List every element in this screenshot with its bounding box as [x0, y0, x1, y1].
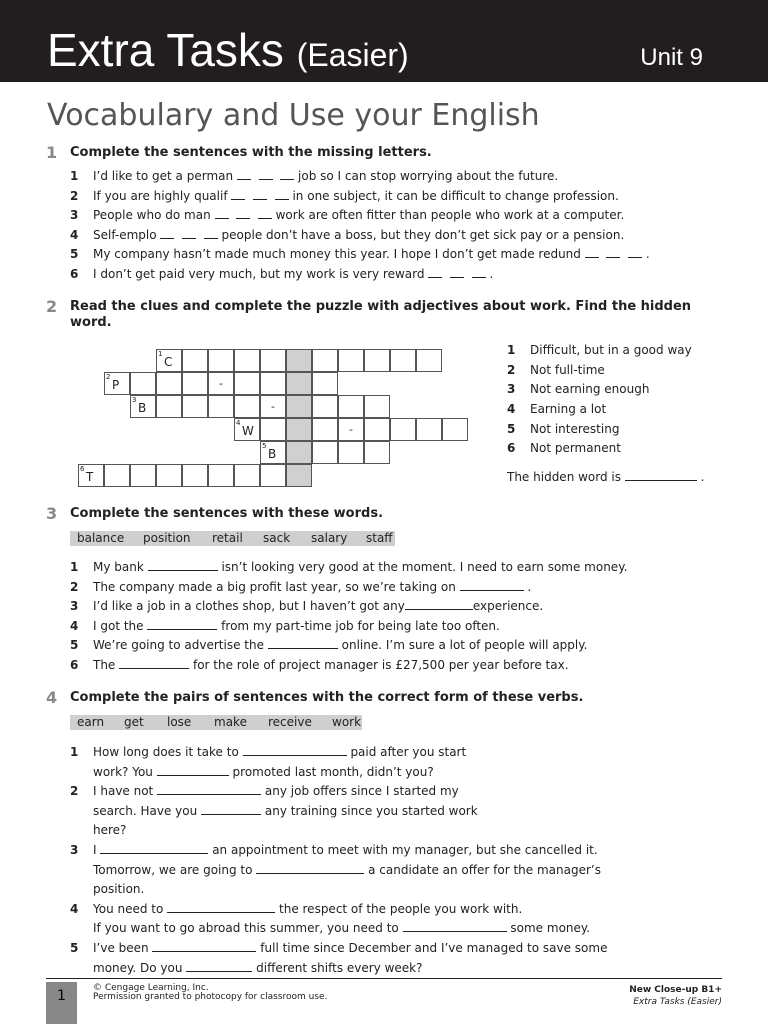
crossword-cell[interactable]	[390, 349, 416, 372]
q1-instruction: Complete the sentences with the missing letters.	[70, 145, 432, 160]
list-item: 1 I’d like to get a perman job so I can stop worrying about the future.	[70, 169, 559, 183]
word-chip: receive	[268, 715, 312, 729]
crossword-cell[interactable]	[364, 441, 390, 464]
list-item: 6 I don’t get paid very much, but my work is very reward .	[70, 266, 494, 281]
word-chip: balance	[77, 531, 125, 545]
copyright: © Cengage Learning, Inc. Permission granted to photocopy for classroom use.	[93, 983, 328, 1002]
word-chip: position	[143, 531, 191, 545]
crossword-cell[interactable]: 5 B	[260, 441, 286, 464]
crossword-cell[interactable]	[442, 418, 468, 441]
crossword-grid	[78, 349, 478, 489]
crossword-cell[interactable]	[312, 349, 338, 372]
clue-item: 4 Earning a lot	[507, 402, 607, 417]
list-item: 1 My bank isn’t looking very good at the moment. I need to earn some money.	[70, 560, 628, 574]
q1-number: 1	[46, 143, 58, 162]
crossword-cell[interactable]	[338, 395, 364, 418]
list-item: 2 The company made a big profit last year, so we’re taking on .	[70, 579, 532, 594]
crossword-cell[interactable]	[130, 372, 156, 395]
crossword-cell[interactable]	[312, 372, 338, 395]
crossword-cell[interactable]	[364, 349, 390, 372]
word-chip: staff	[366, 531, 393, 545]
clue-item: 6 Not permanent	[507, 441, 621, 456]
page-number: 1	[46, 982, 77, 1024]
q1-list	[70, 167, 650, 285]
crossword-cell[interactable]	[390, 418, 416, 441]
crossword-cell[interactable]	[364, 395, 390, 418]
hidden-word-blank[interactable]	[625, 468, 697, 481]
list-item: 3 I’d like a job in a clothes shop, but I haven’t got any experience.	[70, 599, 544, 614]
word-chip: retail	[212, 531, 243, 545]
crossword-cell[interactable]	[364, 418, 390, 441]
crossword-cell[interactable]	[338, 441, 364, 464]
q3-instruction: Complete the sentences with these words.	[70, 506, 384, 521]
crossword-cell[interactable]	[312, 395, 338, 418]
list-item: 1 How long does it take to paid after you start	[70, 745, 467, 759]
crossword-cell[interactable]	[130, 464, 156, 487]
clue-item: 3 Not earning enough	[507, 382, 650, 397]
crossword-cell[interactable]	[338, 349, 364, 372]
crossword-cell[interactable]	[104, 464, 130, 487]
crossword-cell[interactable]: -	[260, 395, 286, 418]
crossword-cell[interactable]	[182, 372, 208, 395]
crossword-cell[interactable]	[234, 395, 260, 418]
q3-number: 3	[46, 504, 58, 523]
word-box	[70, 531, 395, 546]
q2-instruction: Read the clues and complete the puzzle with adjectives about work. Find the hidden word.	[70, 299, 692, 330]
hidden-word-cell[interactable]	[286, 349, 312, 372]
crossword-cell[interactable]	[208, 349, 234, 372]
crossword-cell[interactable]: 4 W	[234, 418, 260, 441]
page-subtitle: (Easier)	[296, 37, 409, 73]
crossword-cell[interactable]	[416, 349, 442, 372]
crossword-cell[interactable]	[156, 372, 182, 395]
hidden-word-cell[interactable]	[286, 441, 312, 464]
word-chip: sack	[263, 531, 291, 545]
crossword-cell[interactable]	[260, 418, 286, 441]
page-title: Extra Tasks (Easier)	[47, 24, 409, 76]
word-chip: salary	[311, 531, 348, 545]
hidden-word-cell[interactable]	[286, 464, 312, 487]
crossword-cell[interactable]	[260, 464, 286, 487]
q4-list: 1 How long does it take to paid after you start work? You promoted last month, didn’t you? 2 I have not any job offers since I started my search. Have you any training since you started work here? 3 I an appointment to meet with my manager, but she cancelled it. Tomorrow, we are going to a candidate an offer for the manager’s position. 4 You need to the respect of the people you work with. If you want to go abroad this summer, you need to some money. 5 I’ve been full time since December and I’ve managed to save some money. Do you different shifts every week?	[70, 745, 608, 975]
list-item: 3 I an appointment to meet with my manager, but she cancelled it.	[70, 842, 598, 857]
crossword-cell[interactable]	[234, 349, 260, 372]
clue-item: 2 Not full-time	[507, 362, 605, 377]
crossword-clues	[507, 341, 692, 459]
crossword-cell[interactable]	[156, 464, 182, 487]
q3-list	[70, 558, 627, 676]
hidden-word-cell[interactable]	[286, 395, 312, 418]
crossword-cell[interactable]	[182, 464, 208, 487]
hidden-word-cell[interactable]	[286, 372, 312, 395]
crossword-cell[interactable]: 3 B	[130, 395, 156, 418]
word-chip: earn	[77, 715, 105, 729]
q4-number: 4	[46, 688, 58, 707]
crossword-cell[interactable]	[312, 441, 338, 464]
list-item: 5 I’ve been full time since December and I’ve managed to save some	[70, 940, 608, 955]
crossword-cell[interactable]: 2 P	[104, 372, 130, 395]
unit-label: Unit 9	[640, 44, 703, 71]
crossword-cell[interactable]: 6 T	[78, 464, 104, 487]
q2-number: 2	[46, 297, 58, 316]
word-chip: get	[124, 715, 144, 729]
crossword-cell[interactable]	[182, 395, 208, 418]
crossword-cell[interactable]: 1 C	[156, 349, 182, 372]
crossword-cell[interactable]	[208, 464, 234, 487]
crossword-cell[interactable]	[208, 395, 234, 418]
word-chip: lose	[167, 715, 192, 729]
section-title: Vocabulary and Use your English	[47, 98, 540, 133]
brand-label: New Close-up B1+ Extra Tasks (Easier)	[629, 985, 722, 1007]
hidden-word-line: The hidden word is .	[507, 470, 705, 484]
crossword-cell[interactable]	[156, 395, 182, 418]
list-item: 4 I got the from my part-time job for being late too often.	[70, 618, 500, 633]
word-chip: work	[332, 715, 362, 729]
list-item: 3 People who do man work are often fitter than people who work at a computer.	[70, 208, 625, 223]
list-item: 6 The for the role of project manager is £27,500 per year before tax.	[70, 657, 569, 672]
list-item: 4 You need to the respect of the people you work with.	[70, 901, 523, 916]
word-box	[70, 715, 362, 730]
clue-item: 5 Not interesting	[507, 421, 620, 436]
crossword-cell[interactable]	[416, 418, 442, 441]
clue-item: 1 Difficult, but in a good way	[507, 343, 692, 357]
crossword-cell[interactable]: -	[338, 418, 364, 441]
crossword-cell[interactable]: -	[208, 372, 234, 395]
crossword-cell[interactable]	[260, 372, 286, 395]
list-item: 2 If you are highly qualif in one subject, it can be difficult to change profession.	[70, 188, 619, 203]
word-chip: make	[214, 715, 247, 729]
list-item: 4 Self-emplo people don’t have a boss, but they don’t get sick pay or a pension.	[70, 227, 625, 242]
list-item: 2 I have not any job offers since I started my	[70, 784, 459, 799]
crossword-cell[interactable]	[234, 464, 260, 487]
list-item: 5 My company hasn’t made much money this year. I hope I don’t get made redund .	[70, 247, 650, 262]
header-bar	[0, 0, 768, 82]
hidden-word-cell[interactable]	[286, 418, 312, 441]
list-item: 5 We’re going to advertise the online. I’m sure a lot of people will apply.	[70, 638, 588, 653]
crossword-cell[interactable]	[312, 418, 338, 441]
footer-divider	[46, 978, 722, 979]
crossword-cell[interactable]	[260, 349, 286, 372]
q4-instruction: Complete the pairs of sentences with the correct form of these verbs.	[70, 690, 584, 705]
crossword-cell[interactable]	[234, 372, 260, 395]
crossword-cell[interactable]	[182, 349, 208, 372]
